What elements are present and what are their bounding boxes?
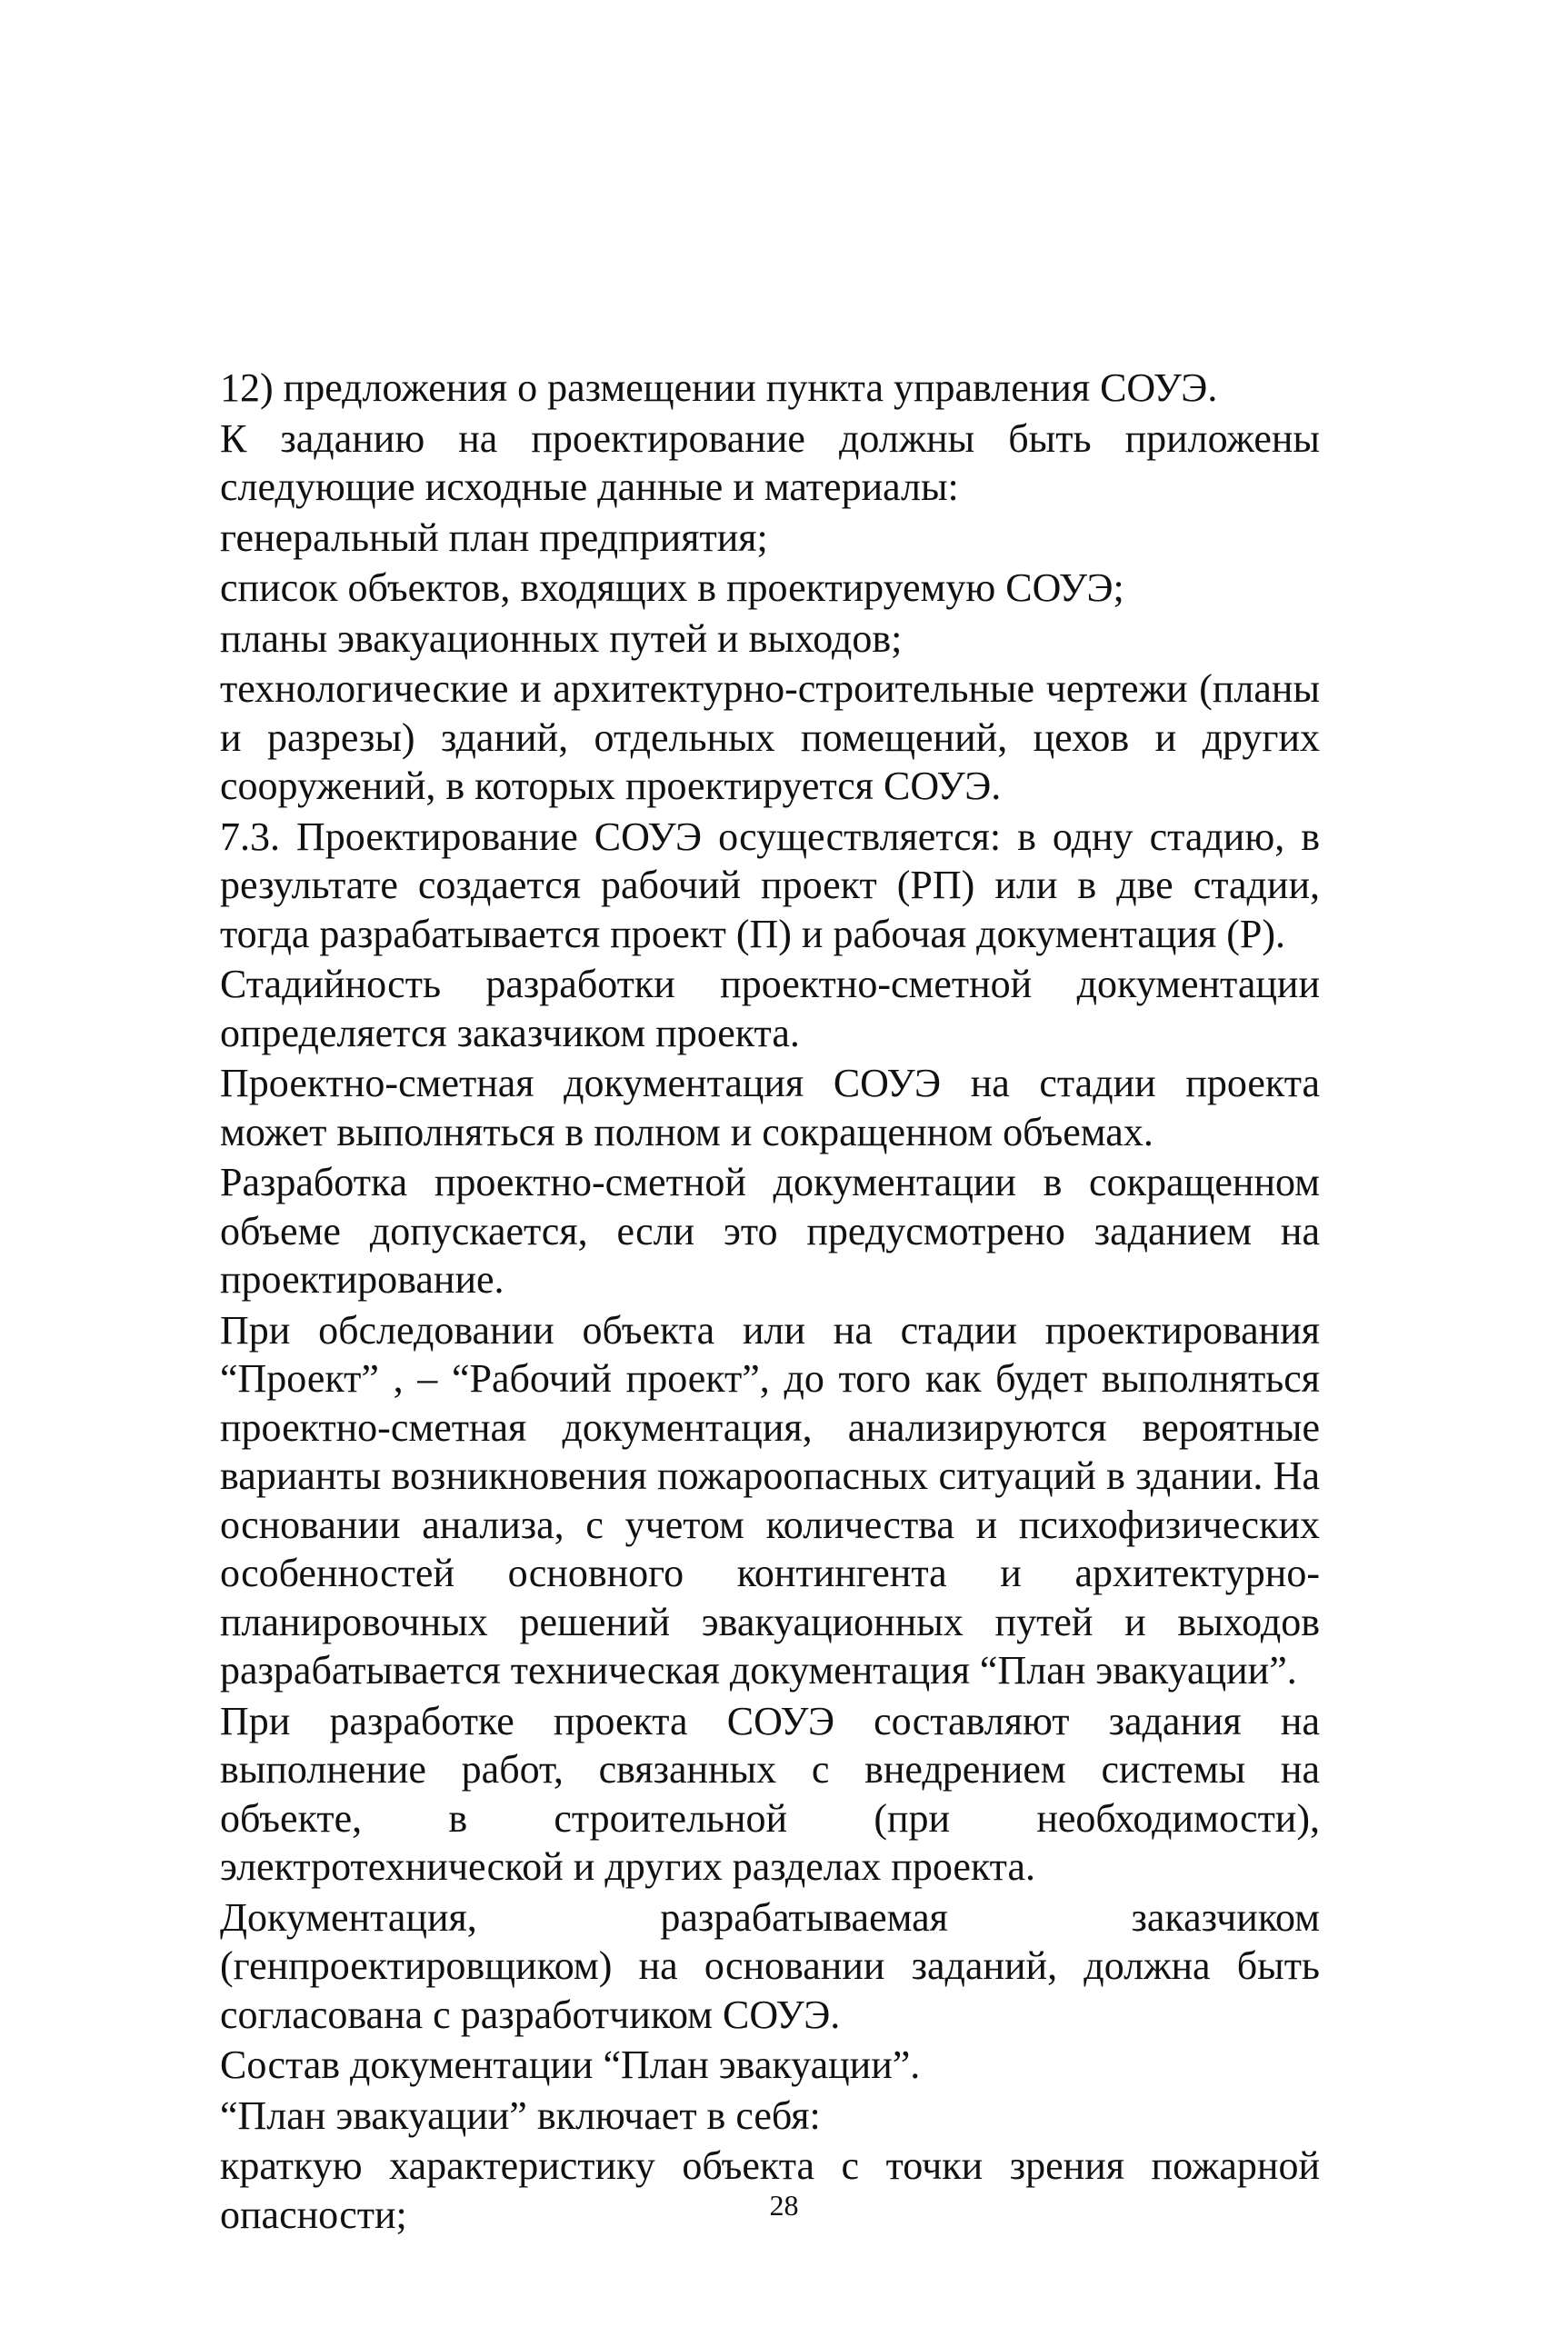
- paragraph-10: Разработка проектно-сметной документации в сокращенном объеме допускается, если это предусмотрено заданием на проектирование.: [220, 1160, 1320, 1302]
- paragraph-6: технологические и архитектурно-строительные чертежи (планы и разрезы) зданий, отдельных помещений, цехов и других сооружений, в которых проектируется СОУЭ.: [220, 666, 1320, 808]
- paragraph-13: Документация, разрабатываемая заказчиком (генпроектировщиком) на основании заданий, должна быть согласована с разработчиком СОУЭ.: [220, 1894, 1320, 2037]
- paragraph-7: 7.3. Проектирование СОУЭ осуществляется: в одну стадию, в результате создается рабочий проект (РП) или в две стадии, тогда разрабатывается проект (П) и рабочая документация (Р).: [220, 814, 1320, 956]
- body-text: [220, 364, 1320, 2241]
- paragraph-16: краткую характеристику объекта с точки зрения пожарной опасности;: [220, 2143, 1320, 2237]
- paragraph-11: При обследовании объекта или на стадии проектирования “Проект” , – “Рабочий проект”, до того как будет выполняться проектно-сметная документация, анализируются вероятные варианты возникновения пожароопасных ситуаций в здании. На основании анализа, с учетом количества и психофизических особенностей основного контингента и архитектурно-планировочных решений эвакуационных путей и выходов разрабатывается техническая документация “План эвакуации”.: [220, 1307, 1320, 1693]
- paragraph-5: планы эвакуационных путей и выходов;: [220, 615, 903, 661]
- paragraph-2: К заданию на проектирование должны быть приложены следующие исходные данные и материалы:: [220, 415, 1320, 509]
- paragraph-12: При разработке проекта СОУЭ составляют задания на выполнение работ, связанных с внедрением системы на объекте, в строительной (при необходимости), электротехнической и других разделах проекта.: [220, 1698, 1320, 1889]
- paragraph-3: генеральный план предприятия;: [220, 514, 768, 560]
- paragraph-1: 12) предложения о размещении пункта управления СОУЭ.: [220, 365, 1218, 410]
- paragraph-4: список объектов, входящих в проектируемую СОУЭ;: [220, 565, 1124, 610]
- paragraph-14: Состав документации “План эвакуации”.: [220, 2042, 921, 2087]
- paragraph-9: Проектно-сметная документация СОУЭ на стадии проекта может выполняться в полном и сокращенном объемах.: [220, 1061, 1320, 1154]
- page-number: 28: [769, 2189, 799, 2222]
- paragraph-8: Стадийность разработки проектно-сметной документации определяется заказчиком проекта.: [220, 962, 1320, 1055]
- paragraph-15: “План эвакуации” включает в себя:: [220, 2092, 821, 2138]
